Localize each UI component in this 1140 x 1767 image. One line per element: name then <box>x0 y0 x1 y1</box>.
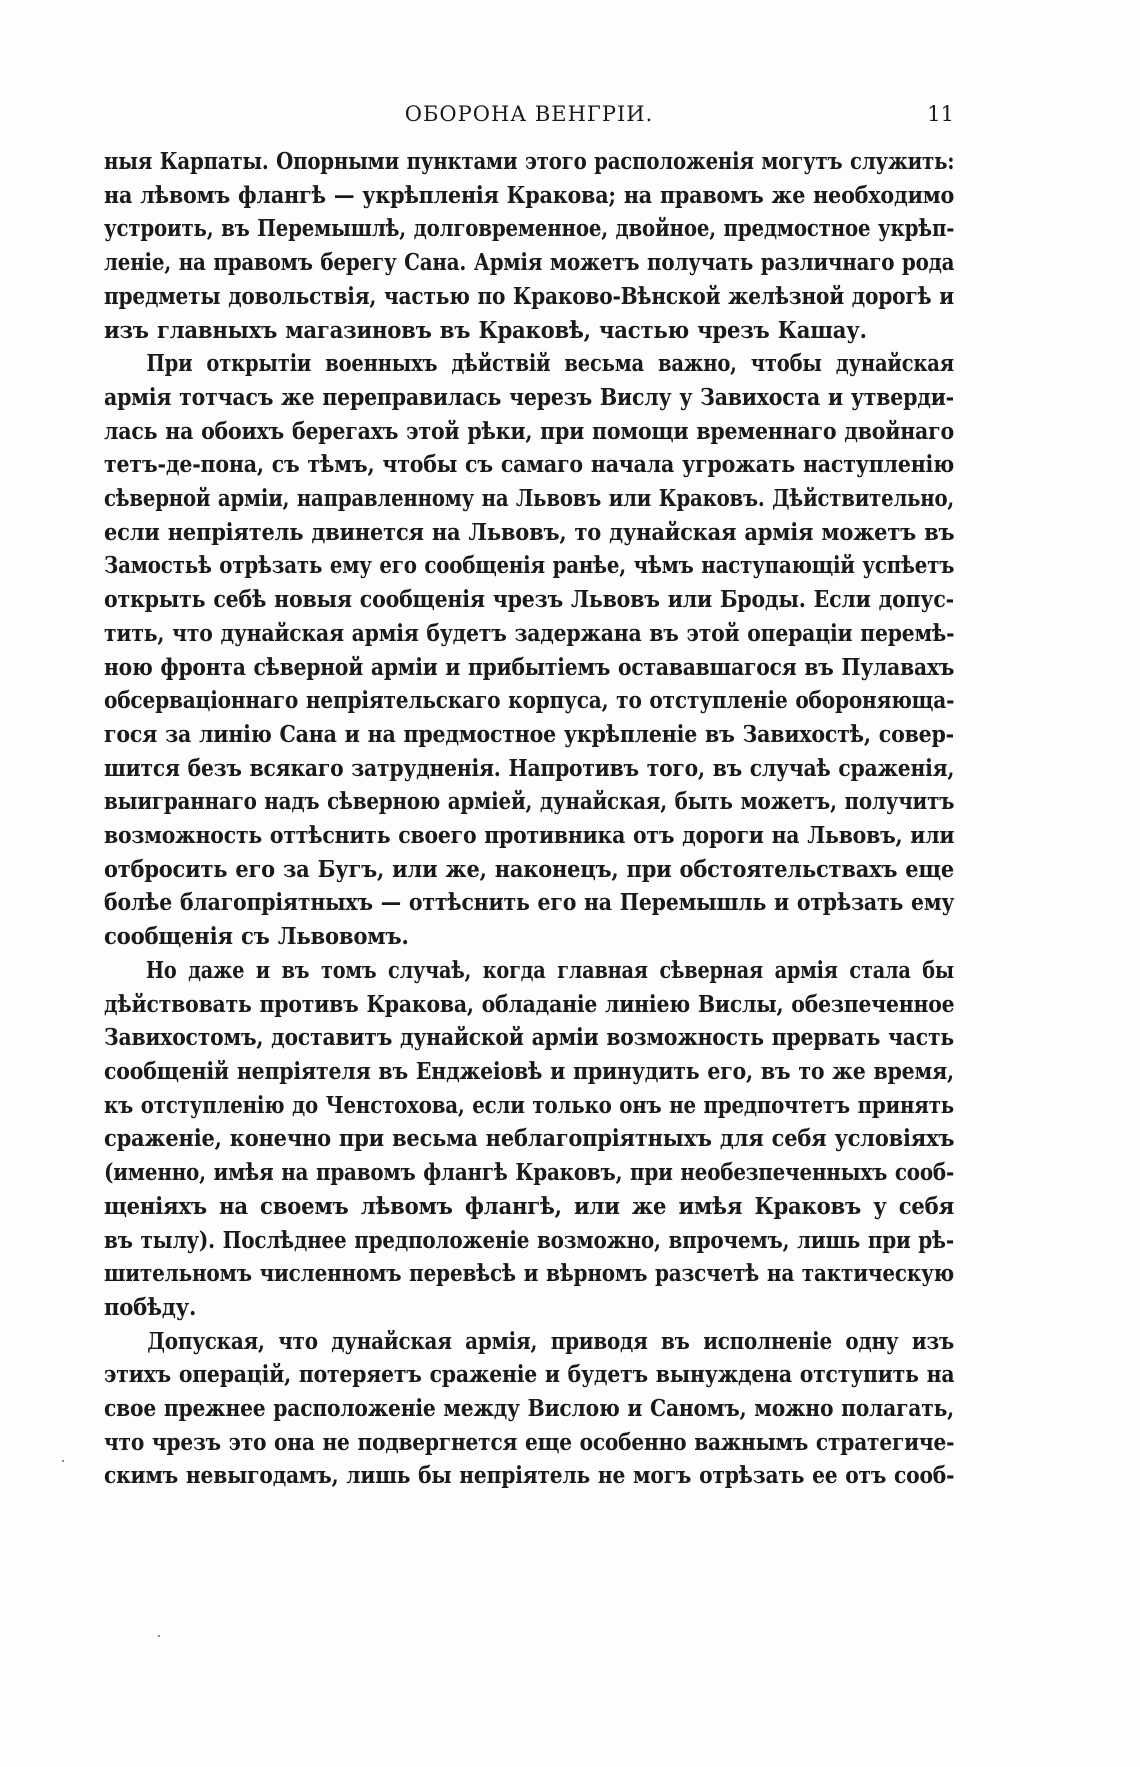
text-line: Замостьѣ отрѣзать ему его сообщенія ранѣе, чѣмъ наступающій успѣетъ <box>104 551 955 580</box>
text-line: леніе, на правомъ берегу Сана. Армія можетъ получать различнаго рода <box>104 248 955 277</box>
text-line: устроить, въ Перемышлѣ, долговременное, двойное, предмостное укрѣп- <box>104 214 955 243</box>
text-line: обсерваціоннаго непріятельскаго корпуса, то отступленіе обороняюща- <box>104 686 955 715</box>
page-number: 11 <box>927 102 954 126</box>
paragraph <box>104 954 954 1325</box>
text-line: щеніяхъ на своемъ лѣвомъ флангѣ, или же имѣя Краковъ у себя <box>104 1191 954 1220</box>
text-line: тить, что дунайская армія будетъ задержана въ этой операціи перемѣ- <box>104 618 955 647</box>
body-text <box>104 145 954 1493</box>
text-line: ною фронта сѣверной арміи и прибытіемъ остававшагося въ Пулавахъ <box>104 652 955 681</box>
paragraph <box>104 347 954 954</box>
text-line: шится безъ всякаго затрудненія. Напротивъ того, въ случаѣ сраженія, <box>104 753 955 782</box>
text-line: въ тылу). Послѣднее предположеніе возможно, впрочемъ, лишь при рѣ- <box>104 1225 955 1254</box>
text-line: армія тотчасъ же переправилась черезъ Вислу у Завихоста и утверди- <box>104 382 954 411</box>
text-line: Завихостомъ, доставитъ дунайской арміи возможность прервать часть <box>104 1023 954 1052</box>
text-line: ныя Карпаты. Опорными пунктами этого расположенія могутъ служить: <box>104 147 955 175</box>
text-line: (именно, имѣя на правомъ флангѣ Краковъ, при необезпеченныхъ сооб- <box>104 1158 955 1187</box>
text-line: тетъ-де-пона, съ тѣмъ, чтобы съ самаго начала угрожать наступленію <box>104 450 955 479</box>
text-line: лась на обоихъ берегахъ этой рѣки, при помощи временнаго двойнаго <box>104 416 954 445</box>
text-line: возможность оттѣснить своего противника отъ дороги на Львовъ, или <box>104 821 955 850</box>
text-line: гося за линію Сана и на предмостное укрѣпленіе въ Завихостѣ, совер- <box>104 719 954 748</box>
text-line: Допуская, что дунайская армія, приводя въ исполненіе одну изъ <box>147 1326 955 1355</box>
text-line: сраженіе, конечно при весьма неблагопріятныхъ для себя условіяхъ <box>104 1124 955 1153</box>
text-line: сѣверной арміи, направленному на Львовъ или Краковъ. Дѣйствительно, <box>104 484 955 513</box>
text-line: скимъ невыгодамъ, лишь бы непріятель не могъ отрѣзать ее отъ сооб- <box>104 1461 955 1490</box>
text-line: свое прежнее расположеніе между Вислою и Саномъ, можно полагать, <box>104 1394 955 1423</box>
text-line: болѣе благопріятныхъ — оттѣснить его на Перемышль и отрѣзать ему <box>104 888 955 917</box>
running-head <box>104 98 954 130</box>
paragraph <box>104 1325 954 1494</box>
text-line: выиграннаго надъ сѣверною арміей, дунайская, быть можетъ, получитъ <box>104 787 955 816</box>
scan-speck <box>62 1460 64 1462</box>
text-line: предметы довольствія, частью по Краково-Вѣнской желѣзной дорогѣ и <box>104 281 954 310</box>
text-line: отбросить его за Бугъ, или же, наконецъ, при обстоятельствахъ еще <box>104 854 955 883</box>
text-line: что чрезъ это она не подвергнется еще особенно важнымъ стратегиче- <box>104 1427 955 1456</box>
text-line: если непріятель двинется на Львовъ, то дунайская армія можетъ въ <box>104 517 955 546</box>
text-line: этихъ операцій, потеряетъ сраженіе и будетъ вынуждена отступить на <box>104 1360 955 1389</box>
text-line: побѣду. <box>104 1292 197 1321</box>
text-line: шительномъ численномъ перевѣсѣ и вѣрномъ разсчетѣ на тактическую <box>104 1259 955 1288</box>
running-title: ОБОРОНА ВЕНГРІИ. <box>404 102 654 126</box>
text-line: изъ главныхъ магазиновъ въ Краковѣ, частью чрезъ Кашау. <box>104 315 867 344</box>
scan-speck <box>158 1635 160 1637</box>
text-line: дѣйствовать противъ Кракова, обладаніе линіею Вислы, обезпеченное <box>104 989 955 1018</box>
text-line: сообщенія съ Львовомъ. <box>104 922 409 951</box>
text-line: Но даже и въ томъ случаѣ, когда главная сѣверная армія стала бы <box>145 955 954 984</box>
text-line: на лѣвомъ флангѣ — укрѣпленія Кракова; на правомъ же необходимо <box>104 180 955 209</box>
text-line: открыть себѣ новыя сообщенія чрезъ Львовъ или Броды. Если допус- <box>104 585 954 614</box>
paragraph <box>104 145 954 347</box>
text-line: При открытіи военныхъ дѣйствій весьма важно, чтобы дунайская <box>146 349 954 378</box>
text-line: сообщеній непріятеля въ Енджеіовѣ и принудить его, въ то же время, <box>104 1056 954 1085</box>
text-line: къ отступленію до Ченстохова, если только онъ не предпочтетъ принять <box>104 1090 955 1119</box>
